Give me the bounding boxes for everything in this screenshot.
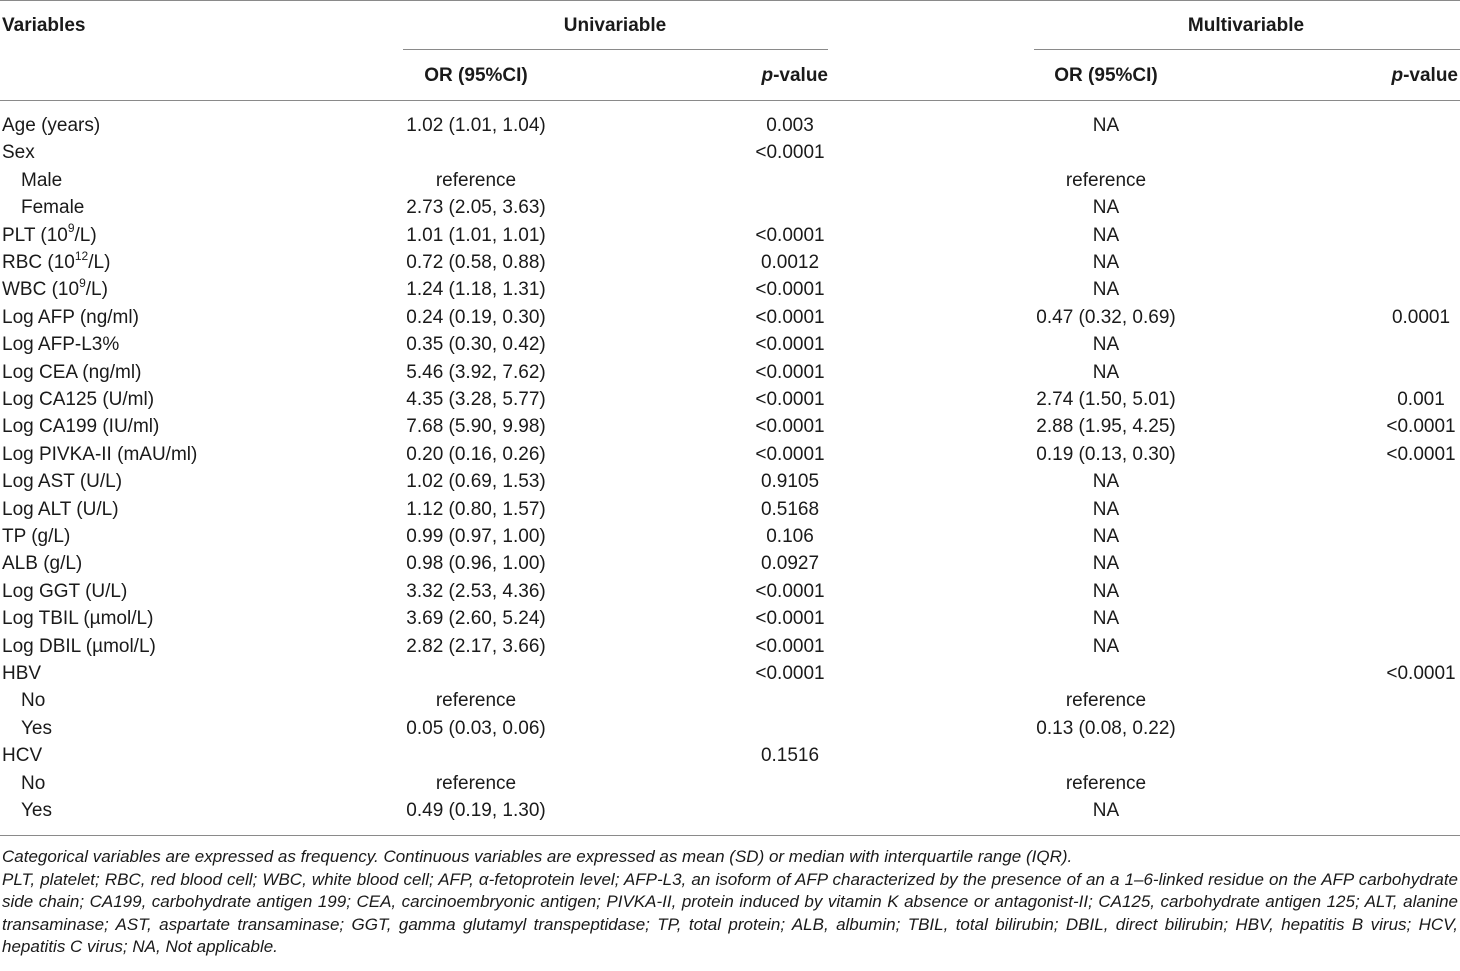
univariable-or: 0.20 (0.16, 0.26) bbox=[406, 443, 546, 465]
multivariable-or: reference bbox=[1065, 772, 1147, 794]
table-row bbox=[0, 496, 1460, 523]
multivariable-or: NA bbox=[1092, 526, 1120, 547]
variable-label: Log AFP (ng/ml) bbox=[2, 306, 139, 328]
table-row bbox=[0, 413, 1460, 440]
univariable-p-value: <0.0001 bbox=[755, 142, 825, 164]
univariable-or: 1.24 (1.18, 1.31) bbox=[406, 279, 546, 301]
variable-label: Log AFP-L3% bbox=[2, 334, 120, 356]
multivariable-p-value: <0.0001 bbox=[1386, 663, 1456, 684]
table-row bbox=[0, 331, 1460, 358]
bottom-rule bbox=[0, 835, 1460, 836]
variable-label: Log CA199 (IU/ml) bbox=[2, 416, 160, 438]
multivariable-or: NA bbox=[1092, 608, 1120, 630]
table-row bbox=[0, 523, 1460, 550]
multivariable-or: 0.19 (0.13, 0.30) bbox=[1036, 443, 1176, 465]
variable-label: Log CA125 (U/ml) bbox=[2, 389, 155, 410]
table-row bbox=[0, 605, 1460, 632]
multivariable-p-value: 0.001 bbox=[1397, 389, 1445, 410]
variable-label: Age (years) bbox=[2, 115, 101, 136]
top-rule bbox=[0, 0, 1460, 1]
variable-label: Log PIVKA-II (mAU/ml) bbox=[2, 443, 198, 465]
variable-label: Log DBIL (µmol/L) bbox=[2, 635, 156, 657]
univariable-p-value: 0.1516 bbox=[760, 745, 820, 767]
univariable-or: 1.12 (0.80, 1.57) bbox=[406, 498, 546, 520]
multivariable-or: NA bbox=[1092, 498, 1120, 520]
table-row bbox=[0, 139, 1460, 166]
table-row bbox=[0, 249, 1460, 276]
multivariable-or: NA bbox=[1092, 279, 1120, 301]
variable-label: HBV bbox=[2, 663, 42, 684]
univariable-p-value: <0.0001 bbox=[755, 389, 825, 410]
univariable-p-value: 0.106 bbox=[766, 526, 814, 547]
table-row bbox=[0, 715, 1460, 742]
variable-label: Yes bbox=[21, 717, 52, 739]
header-multivariable-p: p-value bbox=[1391, 65, 1458, 86]
univariable-p-value: <0.0001 bbox=[755, 608, 825, 630]
variable-label: TP (g/L) bbox=[2, 526, 71, 547]
univariable-or: reference bbox=[435, 772, 517, 794]
table-row bbox=[0, 222, 1460, 249]
footnote-1: Categorical variables are expressed as frequency. Continuous variables are expressed as mean (SD) or median with interquartile range (IQR). bbox=[2, 847, 1073, 866]
variable-label: Female bbox=[21, 197, 85, 219]
variable-label: Log TBIL (µmol/L) bbox=[2, 608, 154, 630]
multivariable-or: 2.74 (1.50, 5.01) bbox=[1036, 389, 1176, 410]
header-rule bbox=[0, 100, 1460, 101]
table-row bbox=[0, 167, 1460, 194]
variable-label: Male bbox=[21, 169, 63, 191]
univariable-or: 7.68 (5.90, 9.98) bbox=[406, 416, 546, 438]
univariable-or: 0.49 (0.19, 1.30) bbox=[406, 800, 546, 821]
univariable-p-value: <0.0001 bbox=[755, 416, 825, 438]
univariable-or: 3.32 (2.53, 4.36) bbox=[406, 580, 546, 602]
variable-label: No bbox=[21, 772, 46, 794]
multivariable-or: reference bbox=[1065, 690, 1147, 712]
variable-label: ALB (g/L) bbox=[2, 553, 83, 575]
multivariable-or: 2.88 (1.95, 4.25) bbox=[1036, 416, 1176, 438]
univariable-or: 3.69 (2.60, 5.24) bbox=[406, 608, 546, 630]
table-footnotes bbox=[2, 846, 1458, 959]
table-row bbox=[0, 304, 1460, 331]
univariable-or: 2.82 (2.17, 3.66) bbox=[406, 635, 546, 657]
multivariable-or: NA bbox=[1092, 252, 1120, 273]
header-variables: Variables bbox=[2, 15, 86, 36]
table-row bbox=[0, 441, 1460, 468]
univariable-underline bbox=[403, 49, 828, 50]
table-row bbox=[0, 687, 1460, 714]
multivariable-or: NA bbox=[1092, 800, 1120, 821]
header-univariable-or: OR (95%CI) bbox=[424, 65, 528, 86]
univariable-or: 0.99 (0.97, 1.00) bbox=[406, 526, 546, 547]
univariable-or: 0.72 (0.58, 0.88) bbox=[406, 252, 546, 273]
univariable-p-value: 0.0012 bbox=[760, 252, 820, 273]
multivariable-or: 0.13 (0.08, 0.22) bbox=[1036, 717, 1176, 739]
variable-label: HCV bbox=[2, 745, 43, 767]
univariable-or: 4.35 (3.28, 5.77) bbox=[406, 389, 546, 410]
multivariable-or: NA bbox=[1092, 553, 1120, 575]
multivariable-p-value: 0.0001 bbox=[1391, 306, 1451, 328]
univariable-or: 1.02 (0.69, 1.53) bbox=[406, 471, 546, 493]
univariable-p-value: 0.003 bbox=[766, 115, 814, 136]
univariable-p-value: <0.0001 bbox=[755, 306, 825, 328]
univariable-p-value: <0.0001 bbox=[755, 443, 825, 465]
variable-label: WBC $(10^9/L)$ bbox=[2, 276, 108, 301]
table-row bbox=[0, 633, 1460, 660]
table-row bbox=[0, 660, 1460, 687]
footnote-2: PLT, platelet; RBC, red blood cell; WBC, white blood cell; AFP, α-fetoprotein level; AFP-L3, an isoform of AFP characterized by the presence of an a 1–6-linked residue on the AFP carbohydrate side chain; CA199, carbohydrate antigen 199; CEA, carcinoembryonic antigen; PIVKA-II, protein induced by vitamin K absence or antagonist-II; CA125, carbohydrate antigen 125; ALT, alanine transaminase; AST, aspartate transaminase; GGT, gamma glutamyl transpeptidase; TP, total protein; ALB, albumin; TBIL, total bilirubin; DBIL, direct bilirubin; HBV, hepatitis B virus; HCV, hepatitis C virus; NA, Not applicable. bbox=[2, 869, 1458, 956]
multivariable-or: NA bbox=[1092, 115, 1120, 136]
table-row bbox=[0, 468, 1460, 495]
multivariable-or: reference bbox=[1065, 169, 1147, 191]
univariable-or: 0.05 (0.03, 0.06) bbox=[406, 717, 546, 739]
univariable-p-value: 0.9105 bbox=[760, 471, 820, 493]
univariable-or: reference bbox=[435, 690, 517, 712]
variable-label: RBC $(10^{12}/L)$ bbox=[2, 248, 111, 273]
univariable-p-value: <0.0001 bbox=[755, 224, 825, 246]
multivariable-or: NA bbox=[1092, 471, 1120, 493]
multivariable-p-value: <0.0001 bbox=[1386, 443, 1456, 465]
table-row bbox=[0, 194, 1460, 221]
variable-label: PLT $(10^9/L)$ bbox=[2, 221, 97, 246]
table-row bbox=[0, 770, 1460, 797]
multivariable-or: NA bbox=[1092, 334, 1120, 356]
variable-label: No bbox=[21, 690, 46, 712]
multivariable-or: 0.47 (0.32, 0.69) bbox=[1036, 306, 1176, 328]
univariable-or: 0.24 (0.19, 0.30) bbox=[406, 306, 546, 328]
univariable-or: 1.01 (1.01, 1.01) bbox=[406, 224, 546, 246]
variable-label: Log GGT (U/L) bbox=[2, 580, 128, 602]
univariable-p-value: <0.0001 bbox=[755, 361, 825, 383]
variable-label: Log CEA (ng/ml) bbox=[2, 361, 142, 383]
table-row bbox=[0, 276, 1460, 303]
univariable-or: 2.73 (2.05, 3.63) bbox=[406, 197, 546, 219]
univariable-p-value: <0.0001 bbox=[755, 663, 825, 684]
univariable-or: 1.02 (1.01, 1.04) bbox=[406, 115, 546, 136]
variable-label: Log AST (U/L) bbox=[2, 471, 123, 493]
multivariable-or: NA bbox=[1092, 580, 1120, 602]
header-multivariable: Multivariable bbox=[1187, 15, 1305, 36]
table-row bbox=[0, 797, 1460, 824]
table-row bbox=[0, 386, 1460, 413]
multivariable-or: NA bbox=[1092, 224, 1120, 246]
univariable-p-value: <0.0001 bbox=[755, 635, 825, 657]
table-row bbox=[0, 550, 1460, 577]
variable-label: Log ALT (U/L) bbox=[2, 498, 119, 520]
univariable-or: reference bbox=[435, 169, 517, 191]
multivariable-p-value: <0.0001 bbox=[1386, 416, 1456, 438]
univariable-or: 5.46 (3.92, 7.62) bbox=[406, 361, 546, 383]
univariable-or: 0.98 (0.96, 1.00) bbox=[406, 553, 546, 575]
variable-label: Sex bbox=[2, 142, 35, 164]
table-row bbox=[0, 742, 1460, 769]
univariable-or: 0.35 (0.30, 0.42) bbox=[406, 334, 546, 356]
table-row bbox=[0, 359, 1460, 386]
univariable-p-value: <0.0001 bbox=[755, 580, 825, 602]
multivariable-or: NA bbox=[1092, 361, 1120, 383]
table-row bbox=[0, 112, 1460, 139]
multivariable-or: NA bbox=[1092, 635, 1120, 657]
univariable-p-value: <0.0001 bbox=[755, 334, 825, 356]
multivariable-underline bbox=[1034, 49, 1460, 50]
univariable-p-value: 0.5168 bbox=[760, 498, 820, 520]
header-univariable-p: p-value bbox=[761, 65, 828, 86]
table-row bbox=[0, 578, 1460, 605]
univariable-p-value: 0.0927 bbox=[760, 553, 820, 575]
variable-label: Yes bbox=[21, 800, 52, 821]
univariable-p-value: <0.0001 bbox=[755, 279, 825, 301]
header-multivariable-or: OR (95%CI) bbox=[1054, 65, 1158, 86]
header-univariable: Univariable bbox=[563, 15, 667, 36]
multivariable-or: NA bbox=[1092, 197, 1120, 219]
